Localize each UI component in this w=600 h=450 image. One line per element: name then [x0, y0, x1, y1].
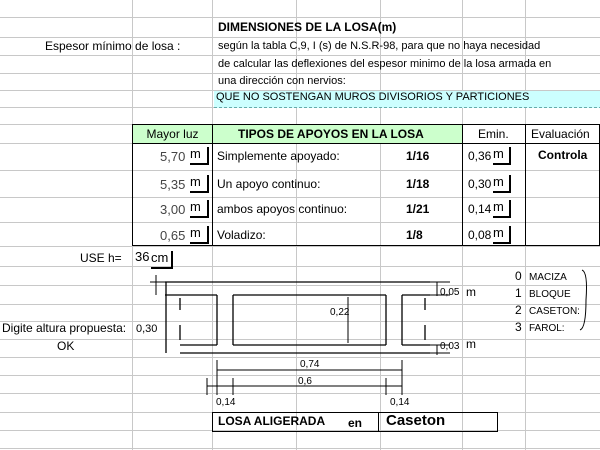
- losa-type-label: LOSA ALIGERADA: [218, 414, 326, 428]
- ok-status: OK: [57, 339, 75, 353]
- luz-unit: m: [190, 226, 209, 244]
- luz-cell[interactable]: 5,35: [160, 177, 186, 192]
- emin-unit: m: [493, 147, 511, 165]
- fraction: 1/16: [406, 149, 430, 163]
- emin-cell: 0,08: [468, 228, 492, 242]
- emin-unit: m: [493, 226, 511, 244]
- col-emin: Emin.: [478, 127, 509, 141]
- tipo-label: ambos apoyos continuo:: [217, 202, 348, 216]
- option-label: BLOQUE: [529, 289, 571, 300]
- dim-w2: 0,6: [298, 376, 312, 387]
- desc-line-3: una dirección con nervios:: [218, 75, 346, 87]
- evaluacion-value: Controla: [538, 148, 588, 162]
- dim-w1: 0,74: [300, 359, 320, 370]
- dim-top-unit: m: [466, 285, 476, 299]
- option-label: MACIZA: [529, 272, 567, 283]
- fraction: 1/21: [406, 202, 430, 216]
- en-label: en: [348, 416, 363, 430]
- dim-bot-unit: m: [466, 337, 476, 351]
- fraction: 1/18: [406, 177, 430, 191]
- slab-section-diagram: [165, 282, 430, 353]
- desc-line-2: de calcular las deflexiones del espesor minimo de la losa armada en: [218, 58, 552, 70]
- col-mayor-luz: Mayor luz: [133, 125, 212, 143]
- col-evaluacion: Evaluación: [531, 127, 590, 141]
- option-label: FAROL:: [529, 323, 565, 334]
- highlight-note: QUE NO SOSTENGAN MUROS DIVISORIOS Y PARTICIONES: [214, 91, 600, 108]
- tipo-label: Un apoyo continuo:: [217, 177, 321, 191]
- losa-type-value[interactable]: Caseton: [386, 412, 446, 429]
- emin-cell: 0,36: [468, 149, 492, 163]
- dim-mid: 0,22: [330, 307, 350, 318]
- desc-line-1: según la tabla C,9, I (s) de N.S.R-98, para que no haya necesidad: [218, 40, 541, 52]
- option-number: 2: [515, 303, 522, 317]
- emin-cell: 0,30: [468, 177, 492, 191]
- col-tipos: TIPOS DE APOYOS EN LA LOSA: [213, 125, 462, 143]
- option-label: CASETON:: [529, 306, 580, 317]
- luz-cell[interactable]: 0,65: [160, 228, 186, 243]
- luz-cell[interactable]: 5,70: [160, 149, 186, 164]
- use-h-unit: cm: [151, 251, 173, 269]
- altura-input[interactable]: 0,30: [136, 323, 158, 335]
- fraction: 1/8: [406, 228, 423, 242]
- dim-left: 0,14: [216, 397, 236, 408]
- altura-prompt: Digite altura propuesta:: [2, 321, 127, 335]
- option-number: 1: [515, 286, 522, 300]
- emin-unit: m: [493, 175, 511, 193]
- section-title: DIMENSIONES DE LA LOSA(m): [218, 20, 397, 34]
- emin-unit: m: [493, 200, 511, 218]
- option-number: 0: [515, 269, 522, 283]
- emin-cell: 0,14: [468, 202, 492, 216]
- luz-unit: m: [190, 200, 209, 218]
- tipo-label: Simplemente apoyado:: [217, 149, 340, 163]
- tipo-label: Voladizo:: [217, 228, 266, 242]
- espesor-label: Espesor mínimo de losa :: [45, 39, 181, 53]
- use-h-value: 36: [135, 249, 150, 264]
- dim-right: 0,14: [390, 397, 410, 408]
- dim-top: 0,05: [440, 287, 460, 298]
- option-number: 3: [515, 320, 522, 334]
- luz-unit: m: [190, 147, 209, 165]
- luz-unit: m: [190, 175, 209, 193]
- dim-bot: 0,03: [440, 341, 460, 352]
- luz-cell[interactable]: 3,00: [160, 202, 186, 217]
- use-h-label: USE h=: [80, 251, 122, 265]
